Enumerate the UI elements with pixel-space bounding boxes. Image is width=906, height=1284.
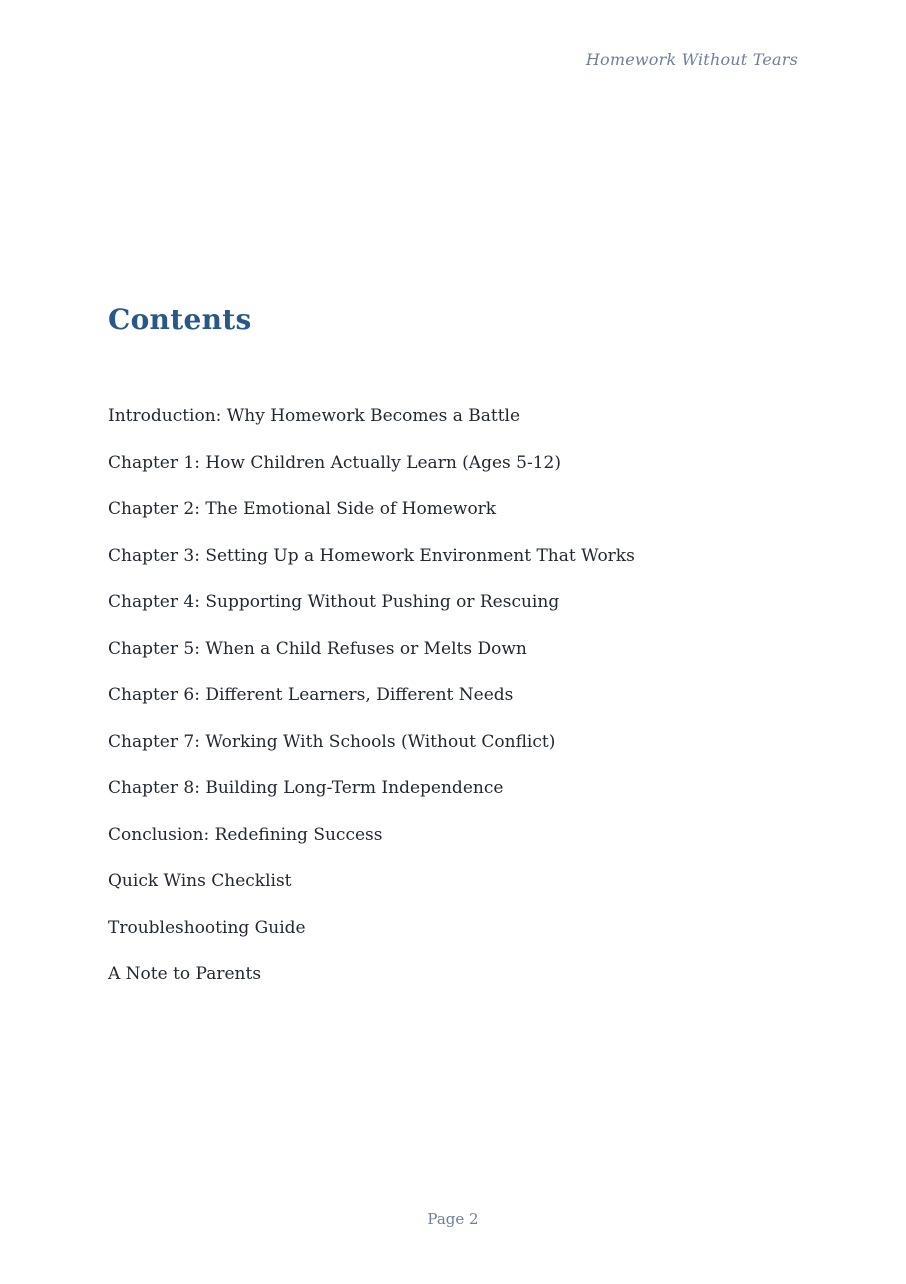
toc-item: Conclusion: Redefining Success [108, 824, 383, 845]
toc-item: Chapter 3: Setting Up a Homework Environment That Works [108, 545, 635, 566]
toc-item: Chapter 1: How Children Actually Learn (Ages 5-12) [108, 452, 561, 473]
running-header-book-title: Homework Without Tears [585, 50, 798, 69]
toc-item: Introduction: Why Homework Becomes a Battle [108, 406, 521, 426]
toc-item: Chapter 8: Building Long-Term Independence [108, 778, 504, 798]
page-title-contents: Contents [108, 303, 252, 336]
toc-item: Chapter 6: Different Learners, Different Needs [108, 685, 514, 705]
page-number: Page 2 [427, 1210, 479, 1228]
toc-item: Chapter 5: When a Child Refuses or Melts Down [108, 638, 527, 659]
toc-item: Chapter 7: Working With Schools (Without Conflict) [108, 731, 556, 752]
toc-item: Chapter 4: Supporting Without Pushing or Rescuing [108, 592, 560, 612]
toc-list [108, 405, 816, 1010]
toc-item: Quick Wins Checklist [108, 871, 292, 891]
toc-item: Troubleshooting Guide [108, 917, 306, 938]
toc-item: A Note to Parents [108, 964, 262, 984]
toc-item: Chapter 2: The Emotional Side of Homework [108, 499, 497, 519]
